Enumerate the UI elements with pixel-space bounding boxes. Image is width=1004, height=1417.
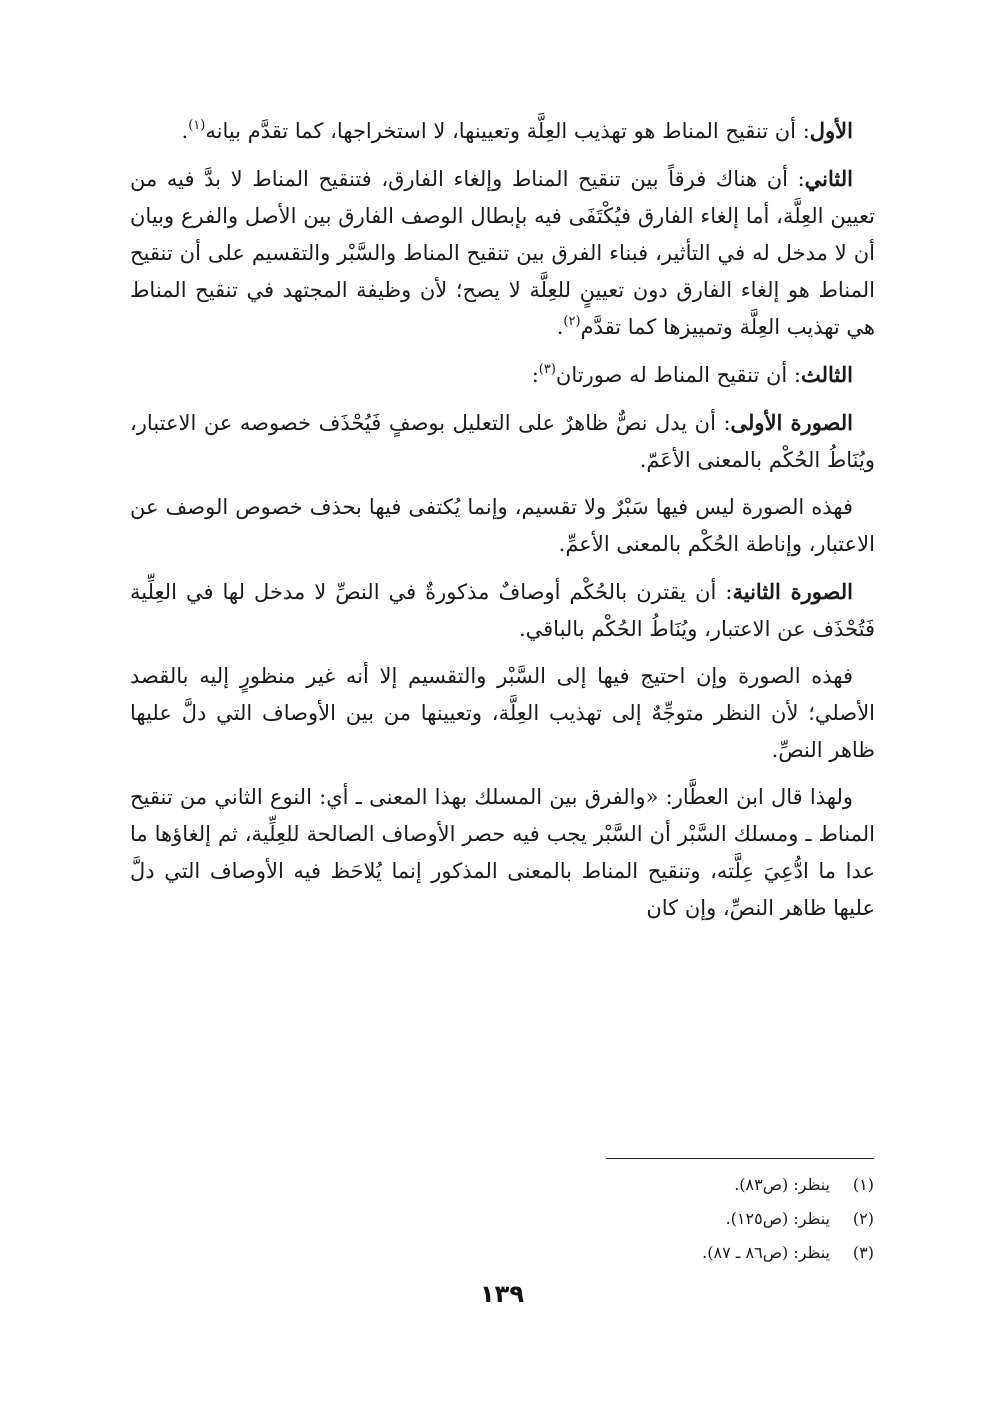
- paragraph-text: : أن تنقيح المناط هو تهذيب العِلَّة وتعيينها، لا استخراجها، كما تقدَّم بيانه: [205, 119, 810, 143]
- paragraph-text: فهذه الصورة وإن احتيج فيها إلى السَّبْر والتقسيم إلا أنه غير منظورٍ إليه بالقصد الأصلي؛ لأن النظر متوجِّهٌ إلى تهذيب العِلَّة، وتعيينها من بين الأوصاف التي دلَّ عليها ظاهر النصِّ.: [130, 664, 875, 762]
- footnote-item: [474, 1202, 874, 1236]
- paragraph-tail: .: [181, 119, 189, 143]
- footnote-number: (٢): [852, 1209, 874, 1228]
- paragraph-third: [130, 356, 875, 394]
- paragraph-text: : أن تنقيح المناط له صورتان: [555, 363, 801, 387]
- footnote-text: ينظر: (ص٨٣).: [734, 1175, 830, 1194]
- paragraph-tail: .: [556, 315, 564, 339]
- footnote-divider: [606, 1158, 874, 1159]
- paragraph-lead: الصورة الأولى: [730, 410, 853, 435]
- footnote-ref[interactable]: (٣): [538, 362, 556, 377]
- footnote-text: ينظر: (ص١٢٥).: [725, 1209, 830, 1228]
- paragraph-ibn-alattar: [130, 779, 875, 927]
- footnote-number: (٣): [852, 1243, 874, 1262]
- footnote-ref[interactable]: (١): [188, 118, 206, 133]
- footnote-item: [474, 1168, 874, 1202]
- paragraph-tail: :: [531, 363, 539, 387]
- footnote-text: ينظر: (ص٨٦ ـ ٨٧).: [702, 1243, 830, 1262]
- paragraph-lead: الأول: [809, 118, 853, 143]
- paragraph-text: : أن يقترن بالحُكْم أوصافٌ مذكورةٌ في النصِّ لا مدخل لها في العِلِّية فَتُحْذَف عن الاعتبار، ويُنَاطُ الحُكْم بالباقي.: [130, 580, 875, 641]
- paragraph-first: [130, 112, 875, 150]
- paragraph-text: ولهذا قال ابن العطَّار: «والفرق بين المسلك بهذا المعنى ـ أي: النوع الثاني من تنقيح المناط ـ ومسلك السَّبْر أن السَّبْر يجب فيه حصر الأوصاف الصالحة للعِلِّية، ثم إلغاؤها ما عدا ما ادُّعِيَ عِلَّته، وتنقيح المناط بالمعنى المذكور إنما يُلاحَظ فيه الأوصاف التي دلَّ عليها ظاهر النصِّ، وإن كان: [130, 785, 875, 920]
- paragraph-second: [130, 160, 875, 346]
- paragraph-form-two-note: [130, 658, 875, 769]
- page-number: ١٣٩: [480, 1280, 524, 1308]
- paragraph-text: : أن هناك فرقاً بين تنقيح المناط وإلغاء الفارق، فتنقيح المناط لا بدَّ فيه من تعيين العِلَّة، أما إلغاء الفارق فيُكْتَفَى فيه بإبطال الوصف الفارق بين الأصل والفرع وبيان أن لا مدخل له في التأثير، فبناء الفرق بين تنقيح المناط والسَّبْر والتقسيم على أن تنقيح المناط هو إلغاء الفارق دون تعيينٍ للعِلَّة لا يصح؛ لأن وظيفة المجتهد في تنقيح المناط هي تهذيب العِلَّة وتمييزها كما تقدَّم: [130, 167, 875, 339]
- paragraph-lead: الصورة الثانية: [732, 579, 853, 604]
- paragraph-text: فهذه الصورة ليس فيها سَبْرٌ ولا تقسيم، وإنما يُكتفى فيها بحذف خصوص الوصف عن الاعتبار، وإناطة الحُكْم بالمعنى الأعمِّ.: [130, 495, 875, 556]
- paragraph-lead: الثالث: [801, 362, 853, 387]
- paragraph-form-one: [130, 404, 875, 479]
- footnote-number: (١): [852, 1175, 874, 1194]
- footnote-ref[interactable]: (٢): [563, 314, 581, 329]
- footnotes: [474, 1168, 874, 1270]
- paragraph-form-two: [130, 573, 875, 648]
- page-body: [130, 112, 875, 937]
- paragraph-lead: الثاني: [804, 166, 853, 191]
- footnote-item: [474, 1236, 874, 1270]
- paragraph-form-one-note: [130, 489, 875, 563]
- paragraph-text: : أن يدل نصٌّ ظاهرٌ على التعليل بوصفٍ فَيُحْذَف خصوصه عن الاعتبار، ويُنَاطُ الحُكْم بالمعنى الأعَمّ.: [130, 411, 875, 472]
